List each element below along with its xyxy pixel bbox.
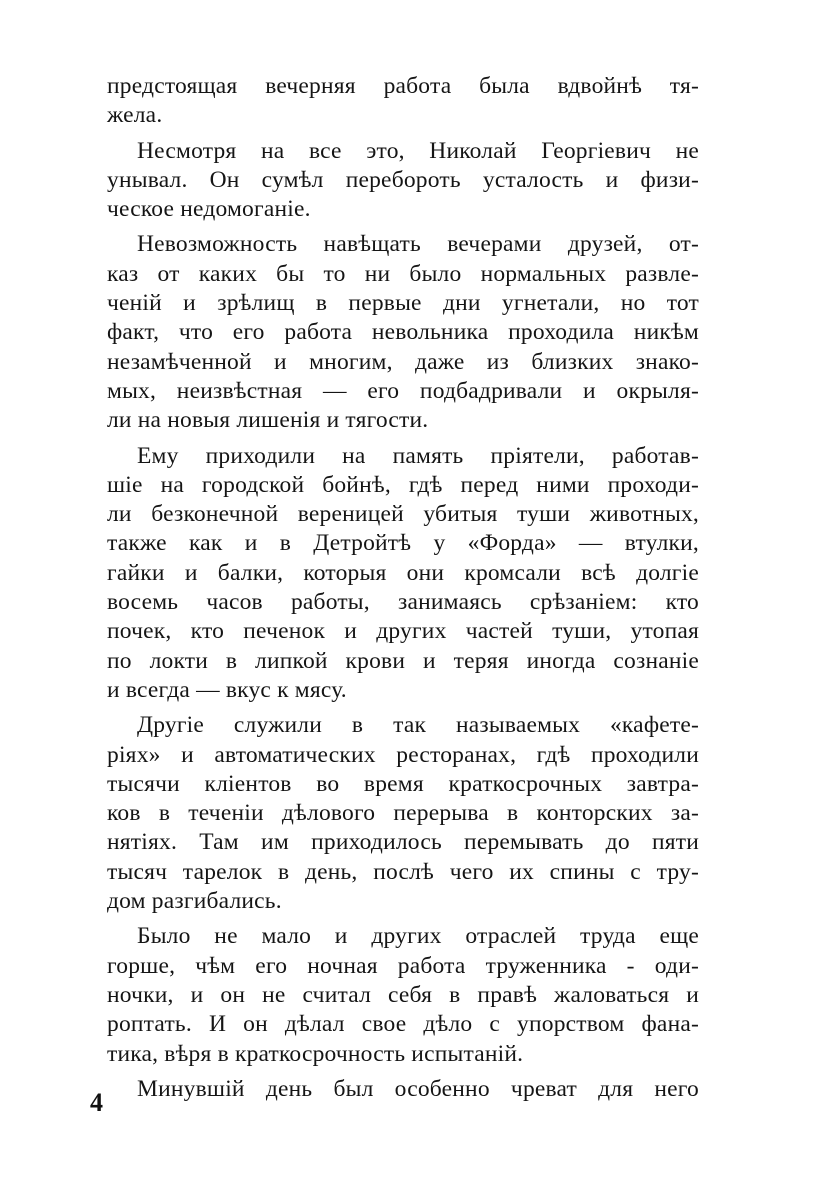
text-line: ченій и зрѣлищ в первые дни угнетали, но тот (107, 290, 699, 317)
text-line: тика, вѣря в краткосрочность испытаній. (107, 1040, 524, 1067)
text-line: Другіе служили в так называемых «кафете- (137, 712, 699, 739)
text-line: жела. (107, 102, 163, 129)
text-line: Минувшій день был особенно чреват для него (137, 1075, 699, 1102)
text-line: дом разгибались. (107, 888, 282, 915)
text-line: унывал. Он сумѣл перебороть усталость и физи- (107, 166, 699, 193)
text-line: тысяч тарелок в день, послѣ чего их спины с тру- (107, 858, 699, 885)
text-line: ков в теченіи дѣлового перерыва в конторских за- (107, 800, 699, 827)
text-line: мых, неизвѣстная — его подбадривали и окрыля- (107, 377, 699, 404)
paragraph-3 (107, 230, 699, 435)
page-number: 4 (90, 1088, 103, 1117)
text-line: горше, чѣм его ночная работа труженника - оди- (107, 952, 699, 979)
paragraph-5 (107, 711, 699, 916)
paragraph-2 (107, 137, 699, 225)
paragraph-6 (107, 922, 699, 1068)
text-line: ночки, и он не считал себя в правѣ жаловаться и (107, 981, 699, 1008)
text-line: ческое недомоганіе. (107, 196, 311, 223)
text-line: ріях» и автоматических ресторанах, гдѣ проходили (107, 741, 699, 768)
text-line: ли безконечной вереницей убитыя туши животных, (107, 501, 699, 528)
text-line: Невозможность навѣщать вечерами друзей, от- (137, 231, 699, 258)
text-line: каз от каких бы то ни было нормальных развле- (107, 260, 699, 287)
text-line: восемь часов работы, занимаясь срѣзаніем: кто (107, 589, 699, 616)
text-line: ли на новыя лишенія и тягости. (107, 407, 429, 434)
page-body-text (107, 72, 699, 1104)
text-line: тысячи кліентов во время краткосрочных завтра- (107, 770, 699, 797)
text-line: нятіях. Там им приходилось перемывать до пяти (107, 829, 699, 856)
text-line: роптать. И он дѣлал свое дѣло с упорством фана- (107, 1011, 699, 1038)
text-line: Было не мало и других отраслей труда еще (137, 923, 699, 950)
text-line: факт, что его работа невольника проходила никѣм (107, 319, 699, 346)
paragraph-4 (107, 442, 699, 706)
text-line: Ему приходили на память пріятели, работав- (137, 442, 699, 469)
text-line: Несмотря на все это, Николай Георгіевич не (137, 137, 699, 164)
text-line: предстоящая вечерняя работа была вдвойнѣ тя- (107, 73, 699, 99)
text-line: незамѣченной и многим, даже из близких знако- (107, 348, 699, 375)
paragraph-7 (107, 1075, 699, 1104)
text-line: шіе на городской бойнѣ, гдѣ перед ними проходи- (107, 471, 699, 498)
text-line: по локти в липкой крови и теряя иногда сознаніе (107, 647, 699, 674)
paragraph-1 (107, 72, 699, 131)
text-line: и всегда — вкус к мясу. (107, 676, 347, 703)
text-line: также как и в Детройтѣ у «Форда» — втулки, (107, 530, 699, 557)
text-line: почек, кто печенок и других частей туши, утопая (107, 618, 699, 645)
text-line: гайки и балки, которыя они кромсали всѣ долгіе (107, 559, 699, 586)
